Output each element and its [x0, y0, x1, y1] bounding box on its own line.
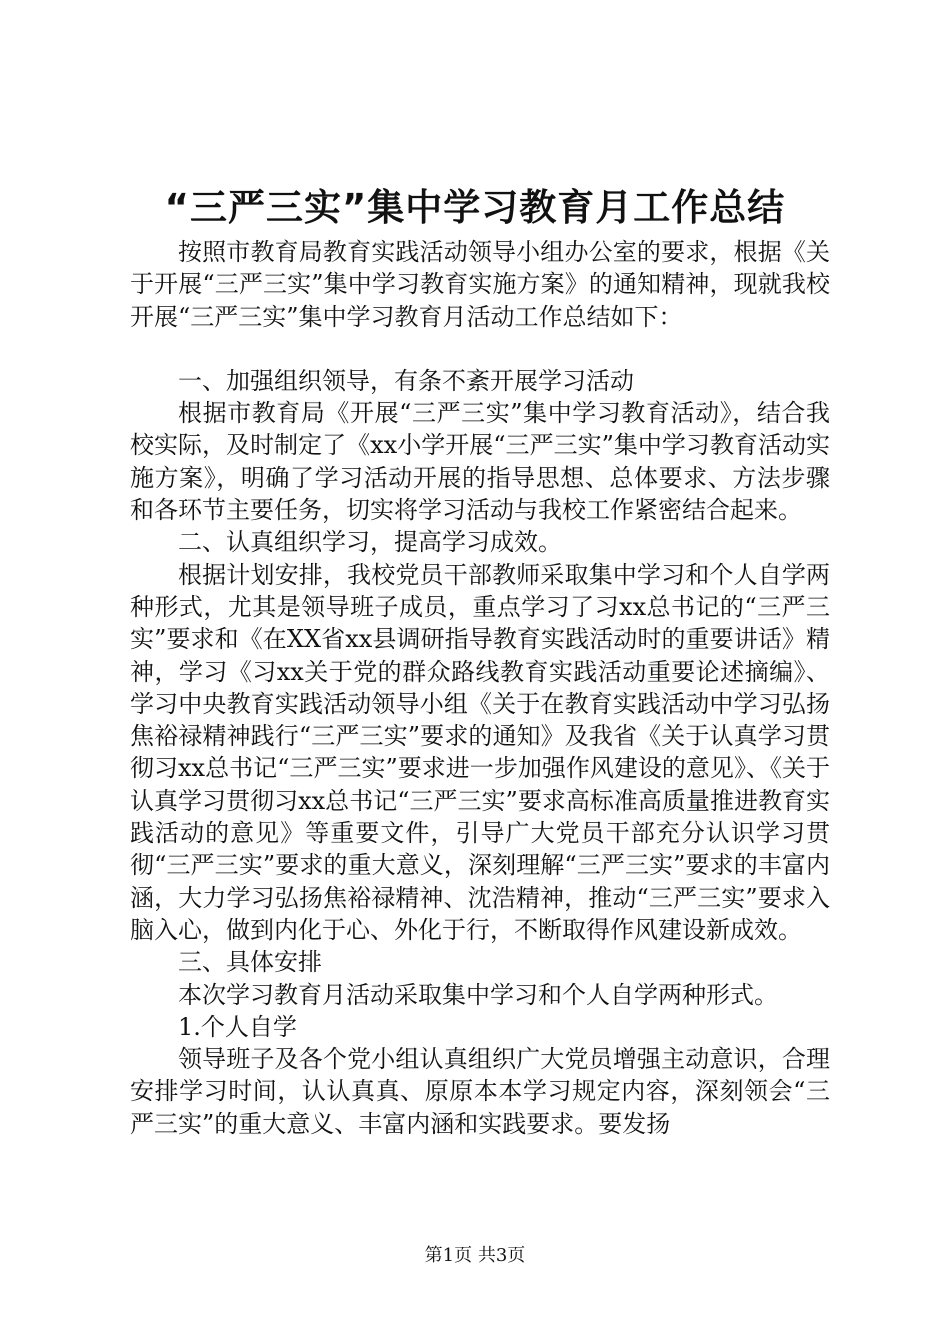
- section-heading: 二、认真组织学习，提高学习成效。: [178, 528, 562, 557]
- document-body: [130, 236, 830, 1140]
- section-heading: 一、加强组织领导，有条不紊开展学习活动: [178, 366, 634, 395]
- section-paragraph: 根据市教育局《开展“三严三实”集中学习教育活动》，结合我校实际，及时制定了《xx小学开展“三严三实”集中学习教育活动实施方案》，明确了学习活动开展的指导思想、总体要求、方法步骤和各环节主要任务，切实将学习活动与我校工作紧密结合起来。: [130, 399, 830, 525]
- subsection-paragraph: 领导班子及各个党小组认真组织广大党员增强主动意识，合理安排学习时间，认认真真、原原本本学习规定内容，深刻领会“三严三实”的重大意义、丰富内涵和实践要求。要发扬: [130, 1045, 830, 1138]
- document-title: “三严三实”集中学习教育月工作总结: [164, 186, 786, 229]
- blank-line: [130, 333, 830, 365]
- page-number-footer: 第1页 共3页: [424, 1245, 526, 1266]
- section-heading: 三、具体安排: [178, 948, 322, 977]
- section-paragraph: 本次学习教育月活动采取集中学习和个人自学两种形式。: [178, 980, 778, 1009]
- section-paragraph: 根据计划安排，我校党员干部教师采取集中学习和个人自学两种形式，尤其是领导班子成员，重点学习了习xx总书记的“三严三实”要求和《在XX省xx县调研指导教育实践活动时的重要讲话》精神，学习《习xx关于党的群众路线教育实践活动重要论述摘编》、学习中央教育实践活动领导小组《关于在教育实践活动中学习弘扬焦裕禄精神践行“三严三实”要求的通知》及我省《关于认真学习贯彻习xx总书记“三严三实”要求进一步加强作风建设的意见》、《关于认真学习贯彻习xx总书记“三严三实”要求高标准高质量推进教育实践活动的意见》等重要文件，引导广大党员干部充分认识学习贯彻“三严三实”要求的重大意义，深刻理解“三严三实”要求的丰富内涵，大力学习弘扬焦裕禄精神、沈浩精神，推动“三严三实”要求入脑入心，做到内化于心、外化于行，不断取得作风建设新成效。: [130, 560, 830, 944]
- subsection-heading: 1.个人自学: [178, 1012, 297, 1041]
- intro-paragraph: 按照市教育局教育实践活动领导小组办公室的要求，根据《关于开展“三严三实”集中学习教育实施方案》的通知精神，现就我校开展“三严三实”集中学习教育月活动工作总结如下：: [130, 238, 830, 331]
